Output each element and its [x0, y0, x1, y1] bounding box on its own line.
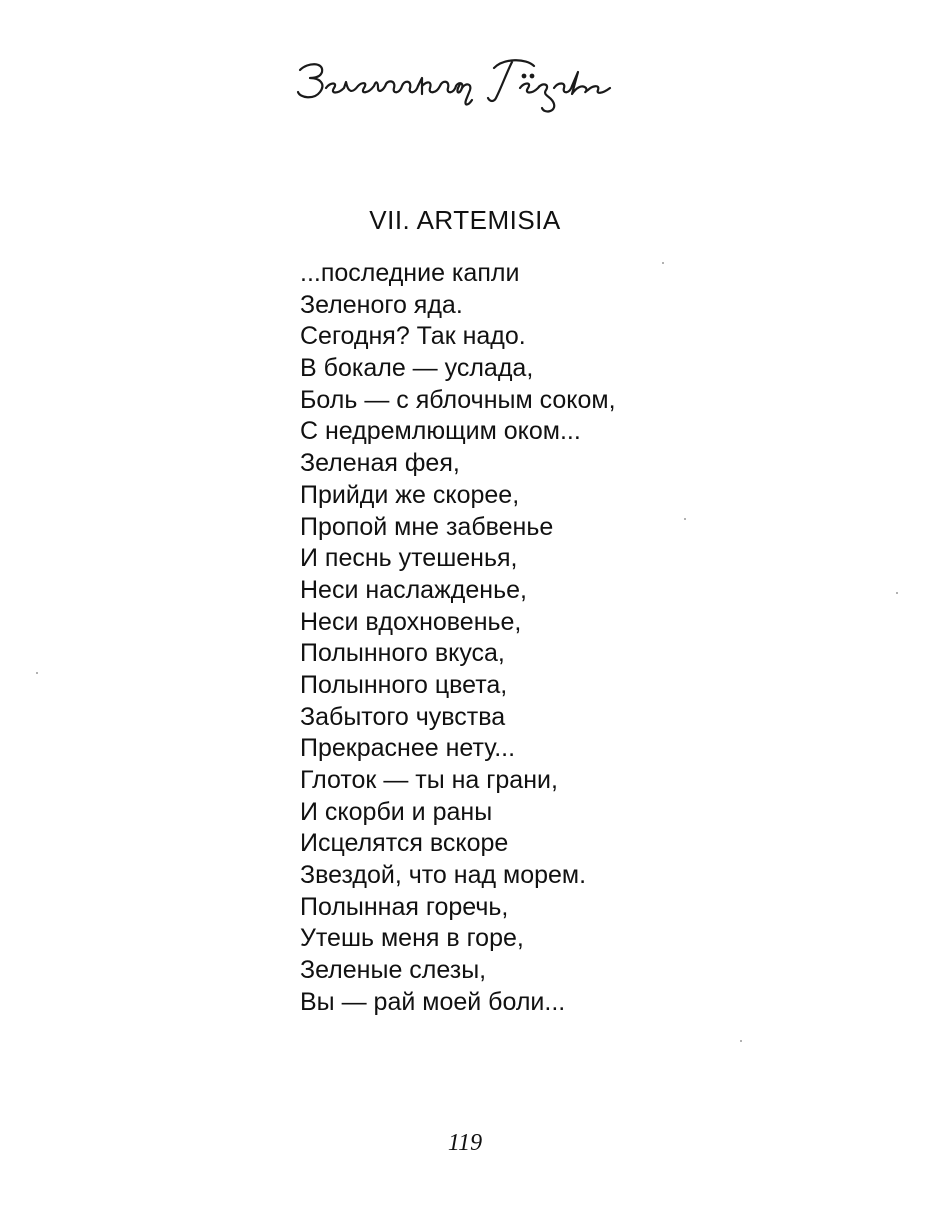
scan-speck — [684, 518, 686, 520]
poem-line: Полынная горечь, — [300, 892, 509, 921]
poem-line: Вы — рай моей боли... — [300, 987, 566, 1016]
poem-line: Звездой, что над морем. — [300, 861, 587, 890]
poem-line: Сегодня? Так надо. — [300, 322, 526, 351]
scan-speck — [36, 672, 38, 674]
poem-line: Утешь меня в горе, — [300, 924, 524, 953]
scan-speck — [896, 592, 898, 594]
poem-line: Глоток — ты на грани, — [300, 766, 558, 794]
page-number: 119 — [447, 1130, 483, 1156]
poem-line: Исцелятся вскоре — [300, 829, 509, 858]
poem-line: Зеленая фея, — [300, 449, 460, 478]
poem-line: Забытого чувства — [300, 702, 506, 731]
running-head-text — [620, 48, 621, 49]
scan-speck — [662, 262, 664, 264]
poem-line: ...последние капли — [300, 259, 520, 287]
poem-line: И скорби и раны — [300, 797, 493, 826]
poem-line: Неси вдохновенье, — [300, 607, 522, 636]
poem-line: С недремлющим оком... — [300, 417, 581, 446]
poem-line: Прийди же скорее, — [300, 480, 520, 509]
running-head-handwritten — [290, 48, 620, 128]
poem-line: Полынного цвета, — [300, 670, 508, 699]
poem-line: И песнь утешенья, — [300, 544, 518, 573]
poem-title: VII. ARTEMISIA — [369, 205, 561, 235]
poem-line: Неси наслажденье, — [300, 575, 527, 604]
scan-speck — [740, 1040, 742, 1042]
poem-line: Полынного вкуса, — [300, 639, 505, 668]
poem-line: Боль — с яблочным соком, — [300, 385, 616, 414]
poem-line: Пропой мне забвенье — [300, 512, 554, 541]
poem-line: Зеленого яда. — [300, 290, 463, 319]
poem-line: В бокале — услада, — [300, 354, 534, 383]
handwritten-title-drawing — [290, 48, 620, 128]
poem-line: Зеленые слезы, — [300, 956, 487, 985]
poem-body — [300, 258, 616, 1019]
poem-line: Прекраснее нету... — [300, 734, 516, 763]
